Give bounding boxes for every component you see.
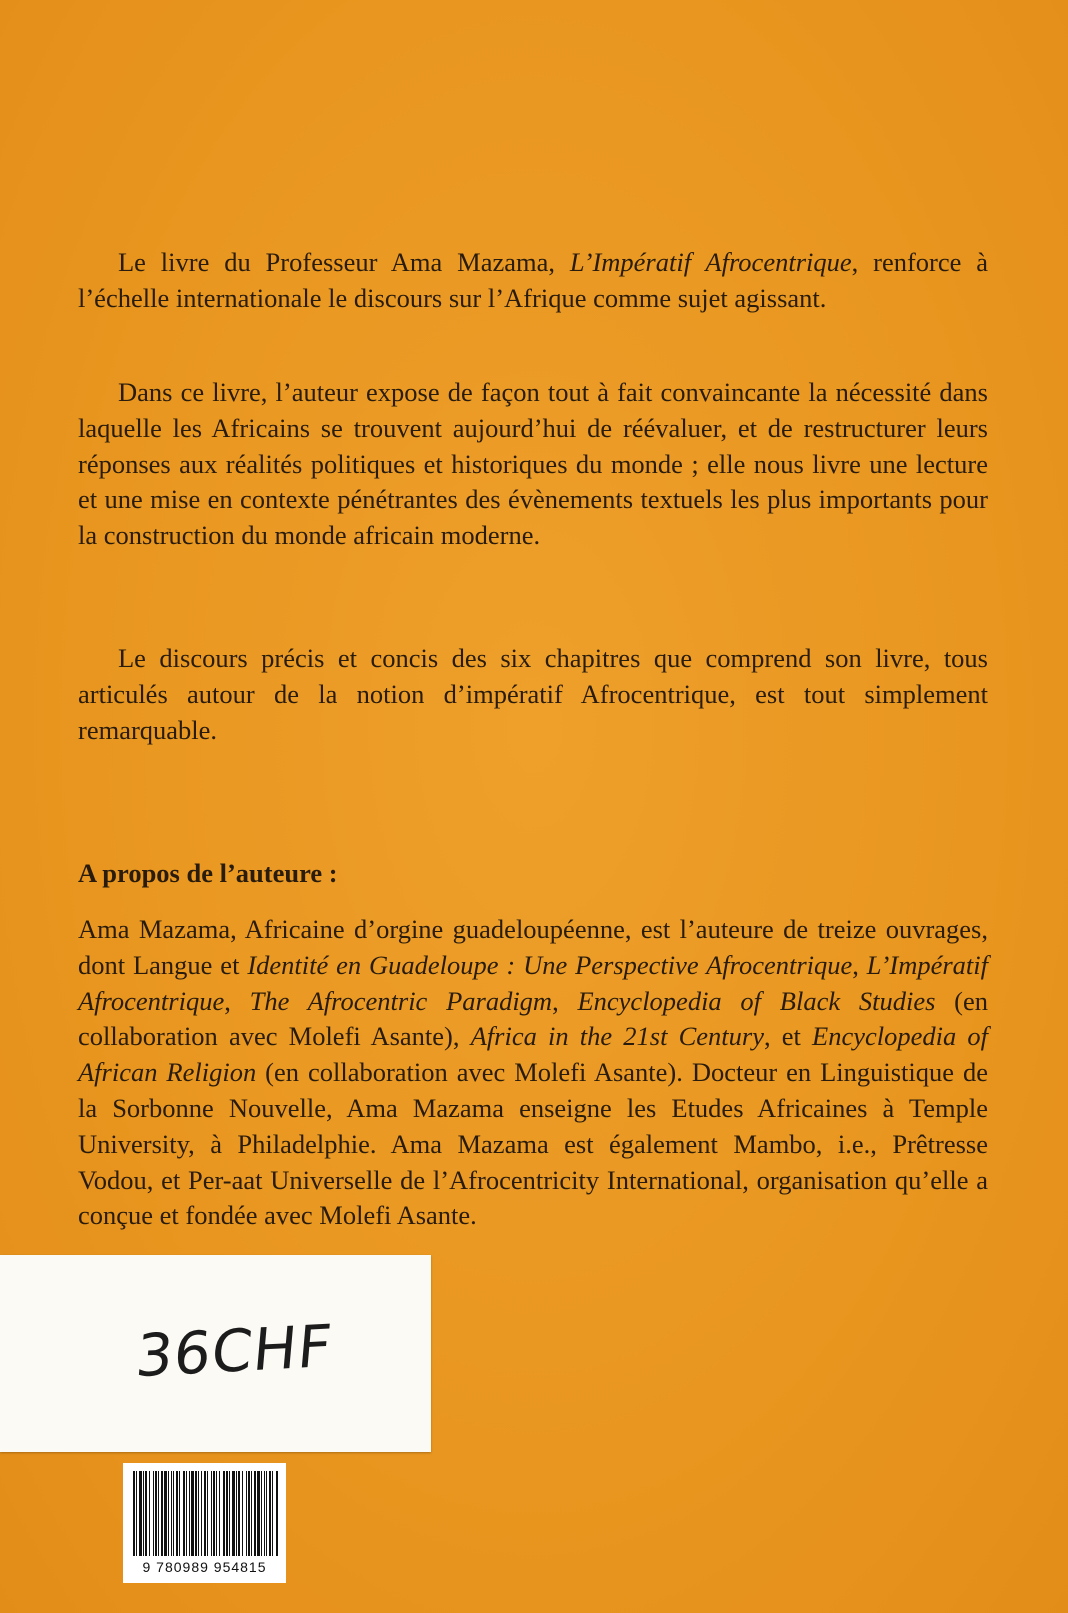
about-text-6: , et: [763, 1021, 813, 1052]
barcode-bar: [186, 1471, 187, 1556]
barcode-bar: [251, 1471, 252, 1556]
work-title-5: Africa in the 21st Century: [470, 1021, 764, 1052]
work-title-3: The Afrocentric Paradigm: [249, 985, 553, 1016]
barcode-bar: [272, 1471, 273, 1556]
barcode: [123, 1463, 286, 1583]
work-title-4: Encyclopedia of Black Studies: [577, 985, 936, 1016]
barcode-bar: [164, 1471, 167, 1556]
barcode-bar: [189, 1471, 190, 1556]
barcode-bar: [219, 1471, 220, 1556]
barcode-bar: [143, 1471, 144, 1556]
barcode-bar: [195, 1471, 197, 1556]
work-title-2: L’Impératif Afrocentrique: [78, 949, 989, 1016]
price-sticker: [0, 1255, 431, 1452]
barcode-bar: [232, 1471, 235, 1556]
isbn-number: 9 780989 954815: [142, 1559, 267, 1575]
barcode-bar: [191, 1471, 194, 1556]
barcode-bar: [261, 1471, 262, 1556]
barcode-bar: [213, 1471, 215, 1556]
intro-p1-text-start: Le livre du Professeur Ama Mazama,: [118, 247, 570, 277]
barcode-bar: [136, 1471, 137, 1556]
barcode-bar: [207, 1471, 208, 1556]
intro-p1-text-end: , renforce à l’échelle internationale le discours sur l’Afrique comme sujet agissant.: [78, 247, 988, 313]
about-text-1: Ama Mazama, Africaine d’orgine guadeloupéenne, est l’auteure de treize ouvrages, dont Langue et: [78, 914, 988, 980]
handwritten-price: 36CHF: [133, 1311, 336, 1391]
barcode-bar: [149, 1471, 150, 1556]
barcode-bar: [238, 1471, 240, 1556]
intro-paragraph-1: [78, 245, 988, 317]
work-title-6: Encyclopedia of African Religion: [78, 1021, 988, 1088]
barcode-bar: [276, 1471, 278, 1556]
barcode-bar: [139, 1471, 142, 1556]
about-text-4: ,: [552, 985, 578, 1016]
intro-paragraph-3: Le discours précis et concis des six chapitres que comprend son livre, tous articulés autour de la notion d’impératif Afrocentrique, est tout simplement remarquable.: [78, 643, 988, 745]
barcode-bar: [257, 1471, 260, 1556]
about-text-3: ,: [224, 985, 250, 1016]
about-text-2: ,: [852, 949, 867, 980]
barcode-bar: [168, 1471, 169, 1556]
barcode-bar: [211, 1471, 212, 1556]
barcode-bar: [183, 1471, 185, 1556]
barcode-bar: [179, 1471, 180, 1556]
barcode-bar: [171, 1471, 172, 1556]
barcode-bar: [226, 1471, 228, 1556]
about-author-paragraph: [78, 912, 988, 1234]
barcode-bar: [246, 1471, 247, 1556]
about-text-5: (en collaboration avec Molefi Asante),: [78, 985, 989, 1052]
barcode-bar: [153, 1471, 154, 1556]
barcode-bar: [173, 1471, 174, 1556]
barcode-bar: [161, 1471, 163, 1556]
barcode-bar: [236, 1471, 237, 1556]
barcode-bar: [269, 1471, 271, 1556]
barcode-bar: [198, 1471, 199, 1556]
barcode-bars: [133, 1471, 279, 1556]
intro-paragraph-2: Dans ce livre, l’auteur expose de façon tout à fait convaincante la nécessité dans laquelle les Africains se trouvent aujourd’hui de réévaluer, et de restructurer leurs réponses aux réalités politiques et historiques du monde ; elle nous livre une lecture et une mise en contexte pénétrantes des évènements textuels les plus importants pour la construction du monde africain moderne.: [78, 377, 988, 551]
barcode-bar: [176, 1471, 178, 1556]
barcode-bar: [229, 1471, 230, 1556]
barcode-bar: [133, 1471, 135, 1556]
barcode-bar: [158, 1471, 159, 1556]
barcode-bar: [242, 1471, 243, 1556]
about-author-heading: A propos de l’auteure :: [78, 858, 338, 888]
barcode-bar: [204, 1471, 206, 1556]
barcode-bar: [264, 1471, 265, 1556]
barcode-bar: [223, 1471, 225, 1556]
about-text-7: (en collaboration avec Molefi Asante). Docteur en Linguistique de la Sorbonne Nouvelle, Ama Mazama enseigne les Etudes Africaines à Temple University, à Philadelphie. Ama Mazama est également Mambo, i.e., Prêtresse Vodou, et Per-aat Universelle de l’Afrocentricity International, organisation qu’elle a conçue et fondée avec Molefi Asante.: [78, 1057, 989, 1231]
barcode-bar: [155, 1471, 157, 1556]
work-title-1: Identité en Guadeloupe : Une Perspective Afrocentrique: [247, 949, 853, 980]
barcode-bar: [216, 1471, 217, 1556]
barcode-bar: [201, 1471, 202, 1556]
barcode-bar: [254, 1471, 256, 1556]
barcode-bar: [145, 1471, 147, 1556]
book-title: L’Impératif Afrocentrique: [569, 247, 852, 277]
barcode-bar: [266, 1471, 267, 1556]
barcode-bar: [248, 1471, 250, 1556]
